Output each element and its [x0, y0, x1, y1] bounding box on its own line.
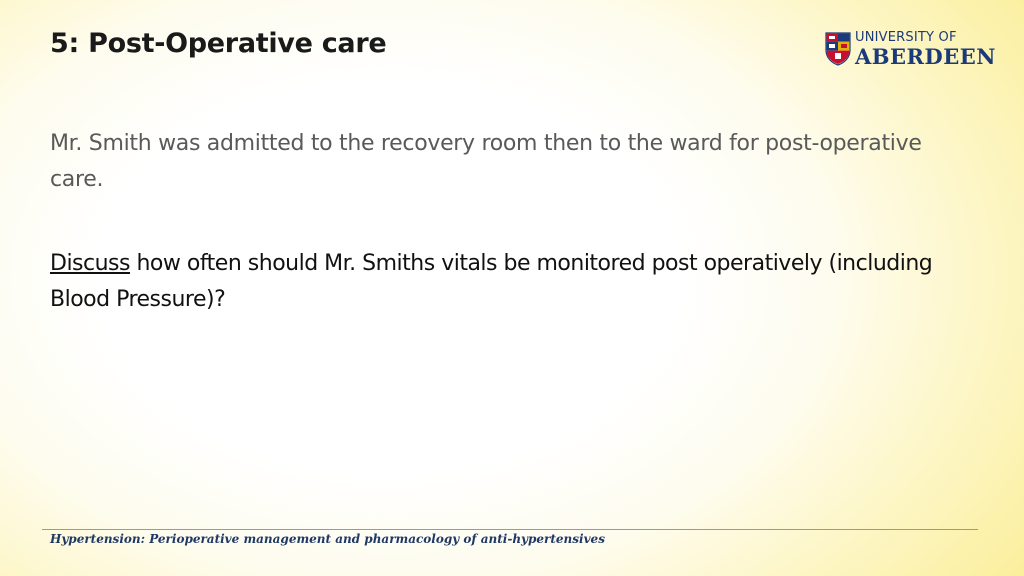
logo-line-university-of: UNIVERSITY OF — [855, 30, 957, 45]
footer — [50, 532, 605, 546]
logo-line-aberdeen: ABERDEEN — [855, 44, 996, 69]
discuss-link[interactable]: Discuss — [50, 251, 130, 276]
university-crest-icon — [825, 32, 851, 66]
footer-divider — [42, 529, 978, 530]
scenario-text: Mr. Smith was admitted to the recovery room then to the ward for post-operative care. — [50, 131, 922, 192]
footer-subtitle: Perioperative management and pharmacology of anti-hypertensives — [145, 532, 605, 546]
footer-label: Hypertension: — [50, 532, 146, 546]
university-logo — [825, 30, 996, 70]
question-text: how often should Mr. Smiths vitals be monitored post operatively (including Blood Pressure)? — [50, 251, 933, 312]
slide-title: 5: Post-Operative care — [50, 28, 387, 59]
discussion-question — [50, 246, 950, 318]
